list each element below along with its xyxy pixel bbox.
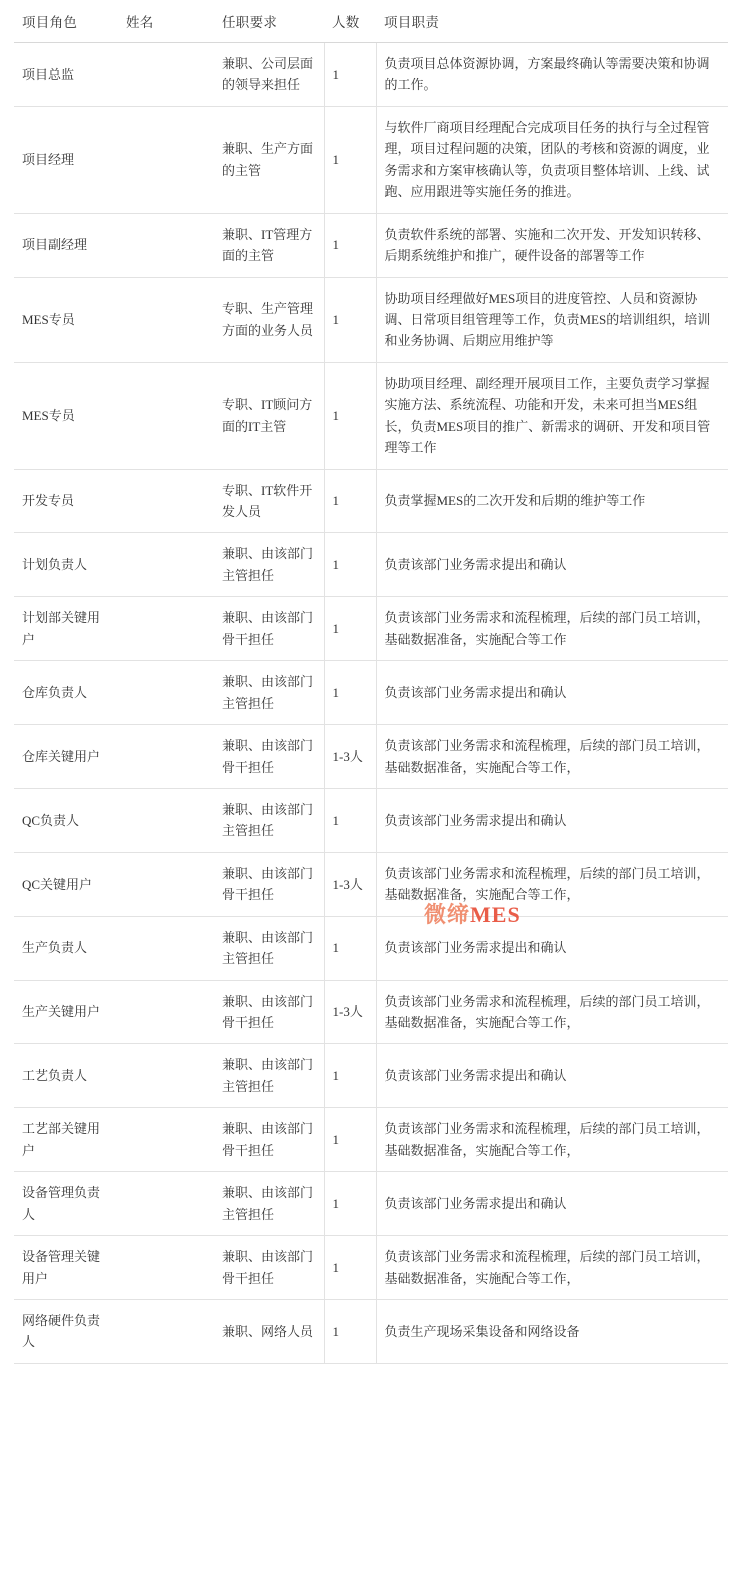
cell-role: 设备管理负责人: [14, 1172, 118, 1236]
cell-requirement: 兼职、公司层面的领导来担任: [214, 43, 324, 107]
cell-role: 项目副经理: [14, 213, 118, 277]
cell-duty: 负责该部门业务需求提出和确认: [376, 916, 728, 980]
cell-requirement: 兼职、由该部门主管担任: [214, 661, 324, 725]
cell-duty: 负责生产现场采集设备和网络设备: [376, 1299, 728, 1363]
column-header-count: 人数: [324, 0, 376, 43]
cell-requirement: 专职、生产管理方面的业务人员: [214, 277, 324, 362]
cell-duty: 负责该部门业务需求和流程梳理，后续的部门员工培训，基础数据准备，实施配合等工作，: [376, 852, 728, 916]
cell-role: QC负责人: [14, 788, 118, 852]
cell-name: [118, 1172, 214, 1236]
cell-requirement: 兼职、生产方面的主管: [214, 106, 324, 213]
table-header: [14, 0, 728, 43]
cell-name: [118, 916, 214, 980]
cell-count: 1: [324, 277, 376, 362]
cell-requirement: 兼职、由该部门骨干担任: [214, 980, 324, 1044]
column-header-requirement: 任职要求: [214, 0, 324, 43]
cell-name: [118, 277, 214, 362]
cell-duty: 负责软件系统的部署、实施和二次开发、开发知识转移、后期系统维护和推广，硬件设备的部署等工作: [376, 213, 728, 277]
table-row: [14, 1299, 728, 1363]
cell-name: [118, 1236, 214, 1300]
cell-duty: 负责该部门业务需求提出和确认: [376, 1172, 728, 1236]
cell-requirement: 专职、IT软件开发人员: [214, 469, 324, 533]
cell-role: 网络硬件负责人: [14, 1299, 118, 1363]
table-header-row: [14, 0, 728, 43]
cell-requirement: 兼职、由该部门主管担任: [214, 916, 324, 980]
cell-role: 工艺负责人: [14, 1044, 118, 1108]
cell-duty: 负责该部门业务需求提出和确认: [376, 533, 728, 597]
cell-count: 1: [324, 1299, 376, 1363]
cell-requirement: 专职、IT顾问方面的IT主管: [214, 362, 324, 469]
cell-count: 1: [324, 597, 376, 661]
cell-name: [118, 1044, 214, 1108]
table-row: [14, 852, 728, 916]
cell-duty: 与软件厂商项目经理配合完成项目任务的执行与全过程管理，项目过程问题的决策，团队的考核和资源的调度，业务需求和方案审核确认等，负责项目整体培训、上线、试跑、应用跟进等实施任务的推进。: [376, 106, 728, 213]
cell-role: 计划部关键用户: [14, 597, 118, 661]
table-row: [14, 1108, 728, 1172]
cell-requirement: 兼职、由该部门主管担任: [214, 533, 324, 597]
cell-duty: 负责该部门业务需求提出和确认: [376, 1044, 728, 1108]
cell-name: [118, 725, 214, 789]
cell-role: 生产关键用户: [14, 980, 118, 1044]
column-header-duty: 项目职责: [376, 0, 728, 43]
cell-role: 项目总监: [14, 43, 118, 107]
cell-role: 生产负责人: [14, 916, 118, 980]
cell-count: 1: [324, 1108, 376, 1172]
cell-count: 1: [324, 43, 376, 107]
cell-name: [118, 43, 214, 107]
cell-name: [118, 469, 214, 533]
cell-duty: 负责该部门业务需求提出和确认: [376, 661, 728, 725]
table-body: [14, 43, 728, 1364]
project-roles-table: [14, 0, 728, 1364]
cell-requirement: 兼职、由该部门主管担任: [214, 1172, 324, 1236]
table-row: [14, 725, 728, 789]
cell-role: QC关键用户: [14, 852, 118, 916]
table-row: [14, 916, 728, 980]
table-row: [14, 533, 728, 597]
cell-role: 项目经理: [14, 106, 118, 213]
cell-duty: 负责该部门业务需求和流程梳理，后续的部门员工培训，基础数据准备，实施配合等工作，: [376, 725, 728, 789]
table-row: [14, 213, 728, 277]
cell-name: [118, 106, 214, 213]
table-row: [14, 788, 728, 852]
column-header-name: 姓名: [118, 0, 214, 43]
cell-duty: 负责该部门业务需求和流程梳理，后续的部门员工培训，基础数据准备，实施配合等工作: [376, 597, 728, 661]
table-row: [14, 661, 728, 725]
cell-duty: 协助项目经理做好MES项目的进度管控、人员和资源协调、日常项目组管理等工作，负责MES的培训组织，培训和业务协调、后期应用维护等: [376, 277, 728, 362]
cell-requirement: 兼职、由该部门骨干担任: [214, 1236, 324, 1300]
cell-name: [118, 661, 214, 725]
cell-role: MES专员: [14, 277, 118, 362]
cell-name: [118, 1108, 214, 1172]
cell-requirement: 兼职、由该部门主管担任: [214, 788, 324, 852]
cell-name: [118, 1299, 214, 1363]
cell-name: [118, 788, 214, 852]
cell-requirement: 兼职、IT管理方面的主管: [214, 213, 324, 277]
table-row: [14, 362, 728, 469]
cell-count: 1: [324, 661, 376, 725]
watermark-prefix: 微缔: [424, 902, 471, 927]
cell-count: 1-3人: [324, 980, 376, 1044]
cell-role: 设备管理关键用户: [14, 1236, 118, 1300]
cell-count: 1: [324, 106, 376, 213]
cell-count: 1: [324, 362, 376, 469]
cell-duty: 负责该部门业务需求和流程梳理，后续的部门员工培训，基础数据准备，实施配合等工作，: [376, 1108, 728, 1172]
cell-requirement: 兼职、由该部门骨干担任: [214, 852, 324, 916]
cell-requirement: 兼职、网络人员: [214, 1299, 324, 1363]
cell-duty: 负责项目总体资源协调，方案最终确认等需要决策和协调的工作。: [376, 43, 728, 107]
cell-name: [118, 213, 214, 277]
cell-count: 1-3人: [324, 725, 376, 789]
cell-count: 1-3人: [324, 852, 376, 916]
cell-name: [118, 852, 214, 916]
cell-role: 工艺部关键用户: [14, 1108, 118, 1172]
cell-requirement: 兼职、由该部门骨干担任: [214, 597, 324, 661]
cell-name: [118, 362, 214, 469]
cell-duty: 协助项目经理、副经理开展项目工作，主要负责学习掌握实施方法、系统流程、功能和开发，未来可担当MES组长，负责MES项目的推广、新需求的调研、开发和项目管理等工作: [376, 362, 728, 469]
table-row: [14, 277, 728, 362]
table-row: [14, 1044, 728, 1108]
cell-duty: 负责该部门业务需求和流程梳理，后续的部门员工培训，基础数据准备，实施配合等工作，: [376, 1236, 728, 1300]
cell-count: 1: [324, 788, 376, 852]
table-row: [14, 43, 728, 107]
cell-count: 1: [324, 469, 376, 533]
table-row: [14, 1236, 728, 1300]
column-header-role: 项目角色: [14, 0, 118, 43]
table-row: [14, 106, 728, 213]
cell-duty: 负责掌握MES的二次开发和后期的维护等工作: [376, 469, 728, 533]
cell-count: 1: [324, 916, 376, 980]
cell-count: 1: [324, 1172, 376, 1236]
table-row: [14, 469, 728, 533]
cell-duty: 负责该部门业务需求和流程梳理，后续的部门员工培训，基础数据准备，实施配合等工作，: [376, 980, 728, 1044]
cell-duty: 负责该部门业务需求提出和确认: [376, 788, 728, 852]
cell-requirement: 兼职、由该部门骨干担任: [214, 725, 324, 789]
cell-count: 1: [324, 213, 376, 277]
cell-requirement: 兼职、由该部门骨干担任: [214, 1108, 324, 1172]
cell-name: [118, 597, 214, 661]
cell-role: MES专员: [14, 362, 118, 469]
cell-role: 开发专员: [14, 469, 118, 533]
cell-role: 仓库负责人: [14, 661, 118, 725]
cell-requirement: 兼职、由该部门主管担任: [214, 1044, 324, 1108]
watermark-brand: MES: [470, 902, 521, 927]
table-row: [14, 597, 728, 661]
table-row: [14, 980, 728, 1044]
cell-count: 1: [324, 1236, 376, 1300]
table-row: [14, 1172, 728, 1236]
cell-count: 1: [324, 533, 376, 597]
cell-name: [118, 533, 214, 597]
cell-name: [118, 980, 214, 1044]
cell-role: 仓库关键用户: [14, 725, 118, 789]
cell-count: 1: [324, 1044, 376, 1108]
cell-role: 计划负责人: [14, 533, 118, 597]
